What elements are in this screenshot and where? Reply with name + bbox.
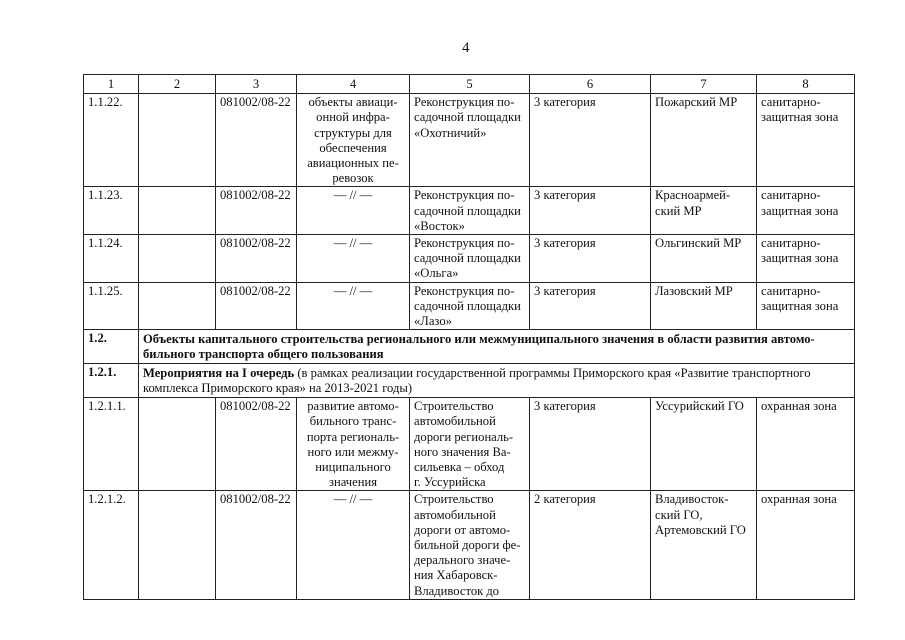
row-col2 <box>139 282 216 330</box>
row-code: 081002/08-22 <box>216 282 297 330</box>
row-location: Красноармей- ский МР <box>651 187 757 235</box>
row-object: Реконструкция по- садочной площадки «Охотничий» <box>410 94 530 187</box>
table-row <box>84 187 855 235</box>
row-object: Строительство автомобильной дороги от автомо- бильной дороги фе- дерального значе- ния Хабаровск- Владивосток до <box>410 491 530 599</box>
row-purpose: развитие автомо- бильного транс- порта региональ- ного или межму- ниципального значения <box>297 398 410 491</box>
row-code: 081002/08-22 <box>216 398 297 491</box>
header-row <box>84 75 855 94</box>
table-row <box>84 282 855 330</box>
section-number: 1.2. <box>84 330 139 364</box>
row-location: Уссурийский ГО <box>651 398 757 491</box>
row-code: 081002/08-22 <box>216 491 297 599</box>
row-code: 081002/08-22 <box>216 187 297 235</box>
row-zone: санитарно- защитная зона <box>757 282 855 330</box>
row-location: Пожарский МР <box>651 94 757 187</box>
row-category: 3 категория <box>530 398 651 491</box>
row-location: Ольгинский МР <box>651 235 757 283</box>
row-zone: охранная зона <box>757 398 855 491</box>
row-zone: санитарно- защитная зона <box>757 235 855 283</box>
header-cell: 3 <box>216 75 297 94</box>
subsection-title <box>139 364 855 398</box>
row-zone: санитарно- защитная зона <box>757 94 855 187</box>
header-cell: 5 <box>410 75 530 94</box>
planning-table <box>83 74 855 600</box>
row-purpose-ditto: — // — <box>297 491 410 599</box>
row-col2 <box>139 235 216 283</box>
section-title: Объекты капитального строительства регионального или межмуниципального значения в области развития автомо-бильного транспорта общего пользования <box>139 330 855 364</box>
header-cell: 2 <box>139 75 216 94</box>
table-row <box>84 398 855 491</box>
row-purpose-ditto: — // — <box>297 235 410 283</box>
row-number: 1.1.23. <box>84 187 139 235</box>
row-object: Реконструкция по- садочной площадки «Восток» <box>410 187 530 235</box>
row-category: 3 категория <box>530 94 651 187</box>
header-cell: 6 <box>530 75 651 94</box>
row-location: Владивосток- ский ГО, Артемовский ГО <box>651 491 757 599</box>
section-row <box>84 330 855 364</box>
row-object: Реконструкция по- садочной площадки «Ольга» <box>410 235 530 283</box>
table-row <box>84 94 855 187</box>
header-cell: 4 <box>297 75 410 94</box>
row-number: 1.2.1.2. <box>84 491 139 599</box>
subsection-row <box>84 364 855 398</box>
row-category: 3 категория <box>530 282 651 330</box>
row-category: 2 категория <box>530 491 651 599</box>
row-col2 <box>139 398 216 491</box>
table-row <box>84 491 855 599</box>
row-number: 1.2.1.1. <box>84 398 139 491</box>
row-category: 3 категория <box>530 235 651 283</box>
header-cell: 8 <box>757 75 855 94</box>
table-row <box>84 235 855 283</box>
row-location: Лазовский МР <box>651 282 757 330</box>
row-col2 <box>139 491 216 599</box>
row-zone: санитарно- защитная зона <box>757 187 855 235</box>
row-col2 <box>139 94 216 187</box>
row-object: Строительство автомобильной дороги региональ- ного значения Ва- сильевка – обход г. Уссурийска <box>410 398 530 491</box>
row-code: 081002/08-22 <box>216 235 297 283</box>
row-number: 1.1.25. <box>84 282 139 330</box>
row-col2 <box>139 187 216 235</box>
row-category: 3 категория <box>530 187 651 235</box>
row-object: Реконструкция по- садочной площадки «Лазо» <box>410 282 530 330</box>
row-number: 1.1.24. <box>84 235 139 283</box>
row-purpose: объекты авиаци- онной инфра- структуры для обеспечения авиационных пе- ревозок <box>297 94 410 187</box>
page-number: 4 <box>462 40 470 56</box>
subsection-text: (в рамках реализации государственной программы Приморского края «Развитие транспортного комплекса Приморского края» на 2013-2021 годы) <box>143 366 811 396</box>
header-cell: 7 <box>651 75 757 94</box>
subsection-number: 1.2.1. <box>84 364 139 398</box>
subsection-bold-text: Мероприятия на I очередь <box>143 366 295 381</box>
header-cell: 1 <box>84 75 139 94</box>
row-code: 081002/08-22 <box>216 94 297 187</box>
row-number: 1.1.22. <box>84 94 139 187</box>
row-purpose-ditto: — // — <box>297 187 410 235</box>
row-purpose-ditto: — // — <box>297 282 410 330</box>
row-zone: охранная зона <box>757 491 855 599</box>
